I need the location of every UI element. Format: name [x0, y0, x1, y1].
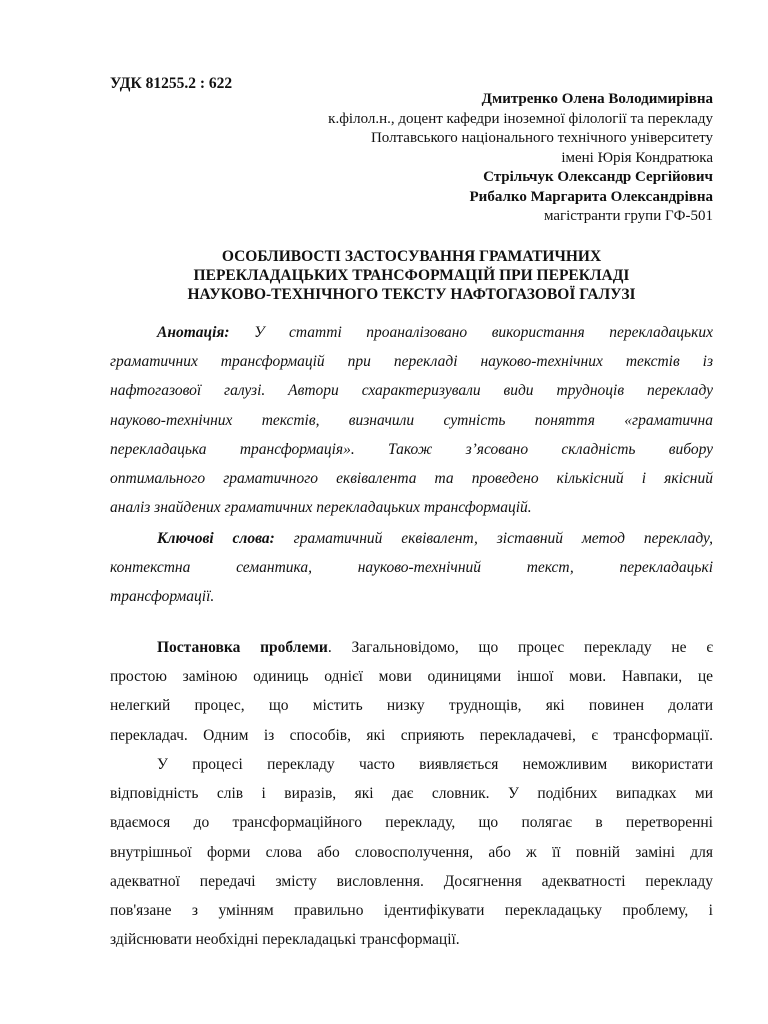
section-heading: Постановка проблеми	[157, 639, 328, 656]
author-affiliation: імені Юрія Кондратюка	[561, 149, 713, 166]
abstract-label: Анотація:	[157, 324, 230, 341]
text-line: аналіз знайдених граматичних перекладацьких трансформацій.	[110, 499, 532, 517]
text-line	[110, 318, 713, 347]
body-paragraph	[110, 633, 713, 750]
text-line: перекладацька трансформація». Також з’ясовано складність вибору	[110, 440, 713, 458]
text-line: внутрішньої форми слова або словосполучення, або ж її повній заміні для	[110, 843, 713, 861]
author-affiliation: магістранти групи ГФ-501	[543, 208, 713, 224]
author-name: Рибалко Маргарита Олександрівна	[469, 188, 713, 205]
text-line	[110, 524, 713, 553]
body-paragraph	[110, 750, 713, 954]
text-line: нелегкий процес, що містить низку труднощів, які повинен долати	[110, 697, 713, 715]
text-line: оптимального граматичного еквівалента та проведено кількісний і якісний	[110, 469, 713, 487]
title-line: ПЕРЕКЛАДАЦЬКИХ ТРАНСФОРМАЦІЙ ПРИ ПЕРЕКЛАДІ	[193, 267, 630, 284]
author-name: Дмитренко Олена Володимирівна	[481, 91, 713, 107]
text-line: пов'язане з умінням правильно ідентифікувати перекладацьку проблему, і	[110, 901, 713, 919]
text-line: граматичних трансформацій при перекладі науково-технічних текстів із	[110, 353, 713, 371]
keywords-label: Ключові слова:	[157, 530, 275, 547]
abstract-paragraph	[110, 318, 713, 522]
text-line: перекладач. Одним із способів, які сприяють перекладачеві, є трансформації.	[110, 726, 713, 744]
text-line: відповідність слів і виразів, які дає словник. У подібних випадках ми	[110, 785, 713, 803]
author-block	[328, 90, 713, 227]
text-span: . Загальновідомо, що процес перекладу не є	[327, 639, 713, 656]
text-line: трансформації.	[110, 588, 215, 606]
text-line: науково-технічних текстів, визначили сутність поняття «граматична	[110, 411, 713, 429]
text-line: вдаємося до трансформаційного перекладу, що полягає в перетворенні	[110, 814, 713, 832]
author-affiliation: Полтавського національного технічного університету	[370, 130, 713, 146]
udk-code: УДК 81255.2 : 622	[110, 75, 233, 92]
title-line: НАУКОВО-ТЕХНІЧНОГО ТЕКСТУ НАФТОГАЗОВОЇ ГАЛУЗІ	[187, 286, 636, 303]
text-line: здійснювати необхідні перекладацькі трансформації.	[110, 931, 460, 949]
author-affiliation: к.філол.н., доцент кафедри іноземної філології та перекладу	[328, 110, 713, 127]
text-span: У статті проаналізовано використання перекладацьких	[229, 324, 713, 341]
article-title	[110, 247, 713, 304]
text-line: нафтогазової галузі. Автори схарактеризували види трудноців перекладу	[110, 382, 713, 400]
text-line: контекстна семантика, науково-технічний текст, перекладацькі	[110, 559, 713, 577]
text-line: адекватної передачі змісту висловлення. Досягнення адекватності перекладу	[110, 872, 713, 890]
author-name: Стрільчук Олександр Сергійович	[483, 169, 713, 185]
text-line	[110, 633, 713, 662]
text-span: граматичний еквівалент, зіставний метод перекладу,	[274, 530, 713, 547]
text-line: простою заміною одиниць однієї мови одиницями іншої мови. Навпаки, це	[110, 668, 713, 686]
keywords-paragraph	[110, 524, 713, 612]
text-line: У процесі перекладу часто виявляється неможливим використати	[157, 756, 713, 773]
title-line: ОСОБЛИВОСТІ ЗАСТОСУВАННЯ ГРАМАТИЧНИХ	[221, 248, 602, 265]
